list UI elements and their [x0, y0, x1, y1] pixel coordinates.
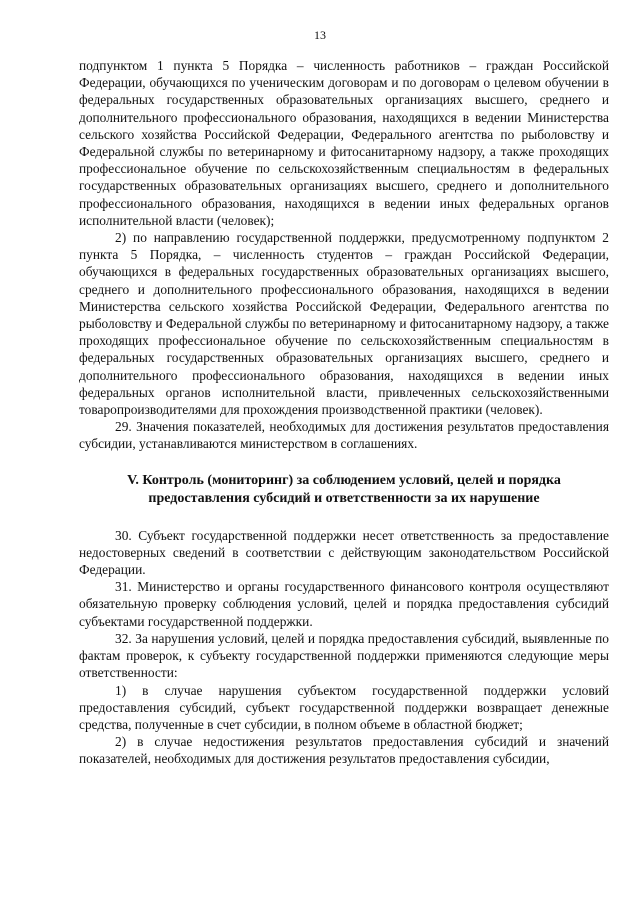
paragraph-item-32-subpoint-2: 2) в случае недостижения результатов предоставления субсидий и значений показателей, необходимых для достижения результатов предоставления субсидии,: [79, 734, 609, 767]
paragraph-item-32-subpoint-1: 1) в случае нарушения субъектом государственной поддержки условий предоставления субсидий, субъект государственной поддержки возвращает денежные средства, полученные в счет субсидии, в полном объеме в областной бюджет;: [79, 682, 609, 732]
paragraph-item-32: 32. За нарушения условий, целей и порядка предоставления субсидий, выявленные по фактам проверок, к субъекту государственной поддержки применяются следующие меры ответственности:: [79, 630, 609, 681]
section-heading: [79, 472, 609, 508]
paragraph-subpoint-2: 2) по направлению государственной поддержки, предусмотренному подпунктом 2 пункта 5 Порядка, – численность студентов – граждан Российской Федерации, обучающихся в федеральных государственных образовательных организациях высшего, среднего и дополнительного профессионального образования, находящихся в ведении Министерства сельского хозяйства Российской Федерации, Федерального агентства по рыболовству и Федеральной службы по ветеринарному и фитосанитарному надзору, а также проходящих профессиональное обучение по сельскохозяйственным специальностям в федеральных государственных образовательных организациях высшего, среднего и дополнительного профессионального образования, находящихся в ведении иных федеральных органов исполнительной власти, привлеченных сельскохозяйственными товаропроизводителями для прохождения производственной практики (человек).: [79, 230, 609, 418]
section-heading-line-2: предоставления субсидий и ответственности за их нарушение: [148, 490, 540, 506]
page-number: 13: [314, 28, 326, 42]
section-heading-line-1: V. Контроль (мониторинг) за соблюдением условий, целей и порядка: [127, 472, 561, 488]
paragraph-item-30: 30. Субъект государственной поддержки несет ответственность за предоставление недостоверных сведений в соответствии с действующим законодательством Российской Федерации.: [79, 527, 609, 578]
paragraph-item-29: 29. Значения показателей, необходимых для достижения результатов предоставления субсидии, устанавливаются министерством в соглашениях.: [79, 419, 609, 452]
paragraph-item-31: 31. Министерство и органы государственного финансового контроля осуществляют обязательную проверку соблюдения условий, целей и порядка предоставления субсидий субъектами государственной поддержки.: [79, 579, 609, 629]
document-body: [79, 57, 609, 768]
paragraph-subpoint-1-continuation: подпунктом 1 пункта 5 Порядка – численность работников – граждан Российской Федерации, обучающихся по ученическим договорам и по договорам о целевом обучении в федеральных государственных образовательных организациях высшего, среднего и дополнительного профессионального образования, находящихся в ведении Министерства сельского хозяйства Российской Федерации, Федерального агентства по рыболовству и Федеральной службы по ветеринарному и фитосанитарному надзору, а также проходящих профессиональное обучение по сельскохозяйственным специальностям в федеральных государственных образовательных организациях высшего, среднего и дополнительного профессионального образования, находящихся в ведении иных федеральных органов исполнительной власти (человек);: [79, 58, 609, 228]
